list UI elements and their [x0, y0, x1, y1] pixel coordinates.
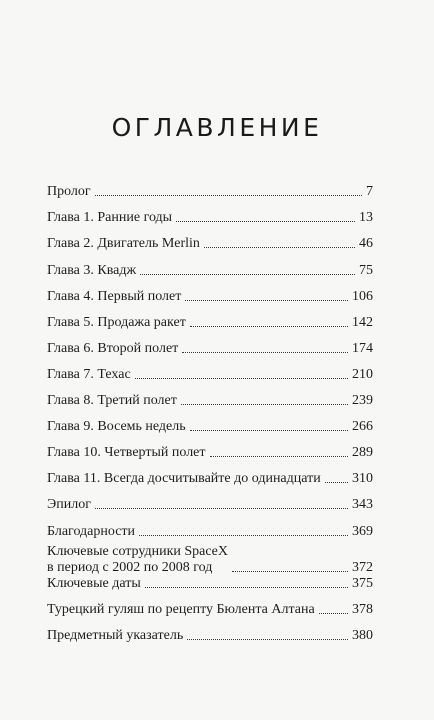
dot-leader: [95, 508, 348, 509]
dot-leader: [95, 195, 362, 196]
toc-entry-chapter-9: [47, 419, 373, 435]
dot-leader: [176, 221, 355, 222]
dot-leader: [187, 639, 348, 640]
toc-entry-title: Турецкий гуляш по рецепту Бюлента Алтана: [47, 602, 315, 617]
toc-entry-page: 210: [352, 367, 373, 382]
toc-entry-chapter-8: [47, 393, 373, 409]
dot-leader: [190, 430, 348, 431]
toc-entry-chapter-10: [47, 445, 373, 461]
toc-entry-page: 46: [359, 236, 373, 251]
toc-entry-title: Пролог: [47, 184, 91, 199]
toc-entry-key-dates: [47, 576, 373, 592]
toc-entry-page: 7: [366, 184, 373, 199]
dot-leader: [325, 482, 348, 483]
dot-leader: [182, 352, 348, 353]
toc-entry-title: Глава 10. Четвертый полет: [47, 445, 206, 460]
dot-leader: [204, 247, 355, 248]
toc-entry-key-people: [47, 539, 373, 576]
toc-entry-title: Глава 1. Ранние годы: [47, 210, 173, 225]
dot-leader: [232, 571, 348, 572]
dot-leader: [135, 378, 348, 379]
toc-entry-title: Глава 4. Первый полет: [47, 289, 182, 304]
toc-entry-title: Глава 3. Квадж: [47, 263, 137, 278]
toc-entry-page: 142: [352, 315, 373, 330]
dot-leader: [210, 456, 348, 457]
dot-leader: [140, 274, 355, 275]
dot-leader: [185, 300, 348, 301]
toc-entry-prologue: [47, 184, 373, 200]
toc-entry-index: [47, 628, 373, 644]
toc-entry-title: [47, 544, 228, 576]
toc-entry-page: 13: [359, 210, 373, 225]
toc-entry-title: Глава 7. Техас: [47, 367, 131, 382]
toc-entry-title: Глава 9. Восемь недель: [47, 419, 186, 434]
dot-leader: [139, 535, 348, 536]
dot-leader: [190, 326, 348, 327]
toc-entry-title: Глава 5. Продажа ракет: [47, 315, 186, 330]
toc-entry-title: Благодарности: [47, 524, 136, 539]
dot-leader: [145, 587, 348, 588]
toc-entry-title: Глава 2. Двигатель Merlin: [47, 236, 200, 251]
toc-entry-chapter-4: [47, 289, 373, 305]
toc-entry-title: Ключевые даты: [47, 576, 141, 591]
toc-entry-chapter-7: [47, 367, 373, 383]
toc-entry-title-line-2: в период с 2002 по 2008 год: [47, 560, 213, 575]
toc-entry-chapter-6: [47, 341, 373, 357]
page-title: ОГЛАВЛЕНИЕ: [111, 113, 323, 142]
toc-entry-title: Глава 8. Третий полет: [47, 393, 177, 408]
toc-entry-chapter-3: [47, 263, 373, 279]
toc-entry-page: 289: [352, 445, 373, 460]
toc-entry-page: 266: [352, 419, 373, 434]
toc-entry-page: 75: [359, 263, 373, 278]
toc-entry-goulash-recipe: [47, 602, 373, 618]
dot-leader: [181, 404, 348, 405]
toc-entry-page: 239: [352, 393, 373, 408]
toc-entry-title: Глава 6. Второй полет: [47, 341, 179, 356]
toc-entry-page: 380: [352, 628, 373, 643]
toc-entry-page: 369: [352, 524, 373, 539]
toc-entry-page: 343: [352, 497, 373, 512]
toc-entry-page: 106: [352, 289, 373, 304]
toc-entry-epilogue: [47, 497, 373, 513]
toc-entry-page: 378: [352, 602, 373, 617]
toc-entry-chapter-5: [47, 315, 373, 331]
toc-entry-title-line-1: Ключевые сотрудники SpaceX: [47, 544, 228, 559]
toc-entry-chapter-1: [47, 210, 373, 226]
toc-entry-page: 375: [352, 576, 373, 591]
toc-entry-acknowledgements: [47, 524, 373, 540]
toc-entry-chapter-11: [47, 471, 373, 487]
toc-entry-page: 310: [352, 471, 373, 486]
toc-entry-page: 372: [352, 560, 373, 575]
toc-entry-title: Глава 11. Всегда досчитывайте до одинадцати: [47, 471, 321, 486]
toc-entry-chapter-2: [47, 236, 373, 252]
toc-entry-page: 174: [352, 341, 373, 356]
dot-leader: [319, 613, 348, 614]
toc-entry-title: Эпилог: [47, 497, 91, 512]
toc-entry-title: Предметный указатель: [47, 628, 184, 643]
